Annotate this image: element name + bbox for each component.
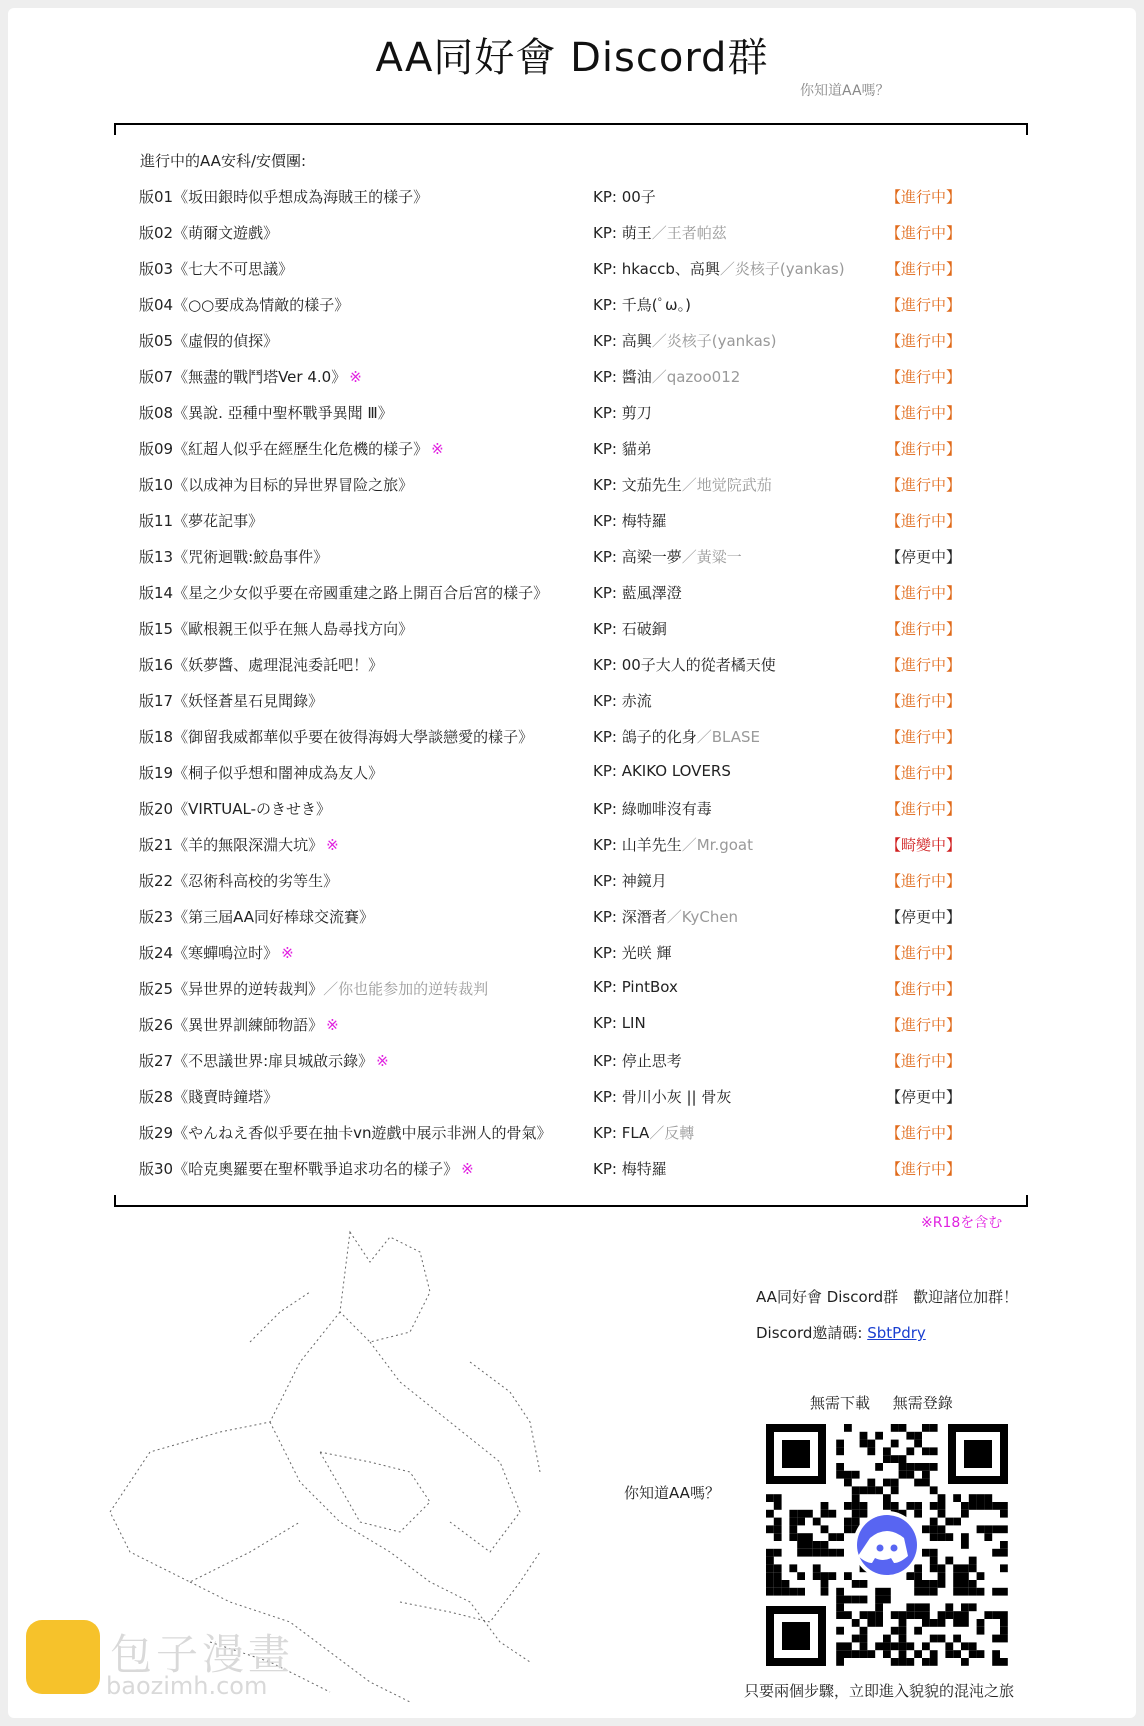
- keeper-name: [593, 654, 776, 675]
- status-badge: 【畸變中】: [886, 836, 962, 854]
- list-item: [0, 222, 1144, 246]
- watermark-url: baozimh.com: [106, 1672, 268, 1700]
- keeper-alt: ／BLASE: [696, 728, 760, 746]
- no-login-text: 無需登錄: [892, 1394, 953, 1412]
- keeper-text: KP: 深潛者: [593, 908, 667, 926]
- session-title: [139, 546, 328, 567]
- keeper-text: KP: 文茄先生: [593, 476, 682, 494]
- keeper-text: KP: 鴿子的化身: [593, 728, 697, 746]
- status-badge: 【進行中】: [886, 800, 962, 818]
- session-title-text: 版02《萌爾文遊戲》: [139, 224, 279, 242]
- list-item: [0, 330, 1144, 354]
- keeper-name: [593, 978, 678, 996]
- keeper-name: [593, 1014, 646, 1032]
- keeper-text: KP: 高梁一夢: [593, 548, 682, 566]
- keeper-name: [593, 546, 742, 567]
- keeper-alt: ／KyChen: [666, 908, 739, 926]
- list-item: [0, 546, 1144, 570]
- keeper-alt: ／炎核子(yankas): [719, 260, 845, 278]
- r18-mark: ※: [431, 440, 444, 458]
- r18-mark: ※: [461, 1160, 474, 1178]
- session-title: [139, 1158, 474, 1179]
- session-title-text: 版16《妖夢醬、處理混沌委託吧！》: [139, 656, 384, 674]
- status-badge: 【進行中】: [886, 980, 962, 998]
- r18-mark: ※: [376, 1052, 389, 1070]
- status-badge: 【進行中】: [886, 1124, 962, 1142]
- status-badge: 【進行中】: [886, 728, 962, 746]
- keeper-name: [593, 582, 682, 603]
- list-item: [0, 1050, 1144, 1074]
- session-title: [139, 762, 383, 783]
- discord-logo-icon: [853, 1511, 921, 1579]
- session-title: [139, 690, 323, 711]
- box-corner-right: [1026, 1195, 1028, 1205]
- status-badge: 【進行中】: [886, 1016, 962, 1034]
- session-title: [139, 582, 548, 603]
- keeper-name: [593, 726, 760, 747]
- keeper-text: KP: 光咲 輝: [593, 944, 672, 962]
- list-item: [0, 294, 1144, 318]
- keeper-name: [593, 834, 753, 855]
- session-title: [139, 186, 428, 207]
- keeper-name: [593, 438, 652, 459]
- status-badge: 【停更中】: [886, 548, 962, 566]
- r18-mark: ※: [326, 1016, 339, 1034]
- list-item: [0, 618, 1144, 642]
- page-subtitle: 你知道AA嗎？: [800, 83, 890, 99]
- keeper-name: [593, 762, 731, 780]
- keeper-text: KP: 千鳥(ﾟω。): [593, 296, 691, 314]
- list-item: [0, 654, 1144, 678]
- keeper-alt: ／Mr.goat: [681, 836, 753, 854]
- status-badge: 【進行中】: [886, 1052, 962, 1070]
- status-badge: 【進行中】: [886, 584, 962, 602]
- status-badge: 【進行中】: [886, 368, 962, 386]
- session-title: [139, 1014, 339, 1035]
- session-title-text: 版28《賤賣時鐘塔》: [139, 1088, 279, 1106]
- session-title-text: 版04《○○要成為情敵的樣子》: [139, 296, 350, 314]
- list-item: [0, 870, 1144, 894]
- session-title-text: 版24《寒蟬鳴泣时》: [139, 944, 279, 962]
- list-item: [0, 1014, 1144, 1038]
- session-title-text: 版22《忍術科高校的劣等生》: [139, 872, 339, 890]
- keeper-text: KP: PintBox: [593, 978, 678, 996]
- status-badge: 【進行中】: [886, 1160, 962, 1178]
- status-badge: 【進行中】: [886, 440, 962, 458]
- list-item: [0, 798, 1144, 822]
- keeper-name: [593, 330, 776, 351]
- status-badge: 【進行中】: [886, 620, 962, 638]
- session-title: [139, 978, 488, 999]
- status-badge: 【進行中】: [886, 332, 962, 350]
- session-title-text: 版15《歐根親王似乎在無人島尋找方向》: [139, 620, 414, 638]
- status-badge: 【停更中】: [886, 908, 962, 926]
- list-item: [0, 726, 1144, 750]
- welcome-text: AA同好會 Discord群 歡迎諸位加群！: [756, 1288, 1019, 1306]
- session-title-text: 版27《不思議世界:扉貝城啟示錄》: [139, 1052, 374, 1070]
- keeper-name: [593, 186, 656, 207]
- list-item: [0, 366, 1144, 390]
- keeper-text: KP: LIN: [593, 1014, 646, 1032]
- keeper-name: [593, 402, 652, 423]
- session-title-text: 版17《妖怪蒼星石見聞錄》: [139, 692, 324, 710]
- keeper-text: KP: 神鏡月: [593, 872, 667, 890]
- keeper-text: KP: 石破銅: [593, 620, 667, 638]
- session-title-text: 版21《羊的無限深淵大坑》: [139, 836, 324, 854]
- keeper-text: KP: 萌王: [593, 224, 652, 242]
- page-title: AA同好會 Discord群: [375, 35, 769, 81]
- list-item: [0, 402, 1144, 426]
- status-badge: 【進行中】: [886, 656, 962, 674]
- steps-text: 只要兩個步驟，立即進入貌貌的混沌之旅: [744, 1682, 1015, 1700]
- keeper-name: [593, 1122, 694, 1143]
- keeper-alt: ／黃粱一: [681, 548, 742, 566]
- session-title-alt: ／你也能参加的逆转裁判: [323, 980, 489, 998]
- keeper-alt: ／地觉院武茄: [681, 476, 772, 494]
- status-badge: 【進行中】: [886, 764, 962, 782]
- session-title: [139, 1086, 278, 1107]
- session-title-text: 版08《異說. 亞種中聖杯戰爭異聞 Ⅲ》: [139, 404, 393, 422]
- session-title: [139, 222, 278, 243]
- session-title: [139, 474, 413, 495]
- keeper-alt: ／王者帕茲: [651, 224, 727, 242]
- baozi-logo-icon: [26, 1620, 100, 1694]
- session-title-text: 版13《咒術迴戰:鮫島事件》: [139, 548, 329, 566]
- keeper-text: KP: 00子大人的從者橘天使: [593, 656, 776, 674]
- session-title-text: 版09《紅超人似乎在經歷生化危機的樣子》: [139, 440, 429, 458]
- keeper-name: [593, 870, 667, 891]
- list-item: [0, 438, 1144, 462]
- keeper-text: KP: 剪刀: [593, 404, 652, 422]
- list-item: [0, 510, 1144, 534]
- status-badge: 【進行中】: [886, 296, 962, 314]
- session-title: [139, 942, 294, 963]
- session-title-text: 版20《VIRTUAL-のきせき》: [139, 800, 332, 818]
- status-badge: 【進行中】: [886, 404, 962, 422]
- session-title-text: 版10《以成神为目标的异世界冒险之旅》: [139, 476, 414, 494]
- keeper-alt: ／炎核子(yankas): [651, 332, 777, 350]
- keeper-name: [593, 1158, 667, 1179]
- r18-mark: ※: [326, 836, 339, 854]
- keeper-name: [593, 1086, 731, 1107]
- keeper-text: KP: 停止思考: [593, 1052, 682, 1070]
- list-item: [0, 258, 1144, 282]
- keeper-name: [593, 510, 667, 531]
- session-title: [139, 294, 349, 315]
- session-title: [139, 834, 339, 855]
- keeper-name: [593, 474, 772, 495]
- keeper-name: [593, 690, 652, 711]
- keeper-alt: ／反轉: [649, 1124, 695, 1142]
- keeper-name: [593, 258, 845, 279]
- keeper-alt: ／qazoo012: [651, 368, 741, 386]
- keeper-text: KP: 赤流: [593, 692, 652, 710]
- session-title: [139, 366, 362, 387]
- r18-mark: ※: [281, 944, 294, 962]
- invite-label: Discord邀請碼:: [756, 1324, 868, 1342]
- session-title-text: 版03《七大不可思議》: [139, 260, 294, 278]
- keeper-name: [593, 1050, 682, 1071]
- session-title: [139, 510, 263, 531]
- status-badge: 【進行中】: [886, 224, 962, 242]
- session-title-text: 版19《桐子似乎想和闇神成為友人》: [139, 764, 384, 782]
- keeper-name: [593, 366, 740, 387]
- keeper-name: [593, 798, 712, 819]
- status-badge: 【進行中】: [886, 944, 962, 962]
- list-item: [0, 762, 1144, 786]
- session-title: [139, 798, 331, 819]
- session-title-text: 版29《やんねえ香似乎要在抽卡vn遊戲中展示非洲人的骨氣》: [139, 1124, 552, 1142]
- status-badge: 【進行中】: [886, 188, 962, 206]
- keeper-text: KP: 綠咖啡沒有毒: [593, 800, 712, 818]
- session-title-text: 版05《虛假的偵探》: [139, 332, 279, 350]
- list-item: [0, 834, 1144, 858]
- list-item: [0, 582, 1144, 606]
- keeper-text: KP: 高興: [593, 332, 652, 350]
- session-title: [139, 330, 278, 351]
- keeper-text: KP: 藍風澤澄: [593, 584, 682, 602]
- session-title: [139, 438, 444, 459]
- list-item: [0, 1158, 1144, 1182]
- session-title: [139, 402, 393, 423]
- qr-code-icon[interactable]: [762, 1420, 1012, 1670]
- status-badge: 【停更中】: [886, 1088, 962, 1106]
- watermark-brand: 包子漫畫: [110, 1630, 295, 1679]
- session-title-text: 版26《異世界訓練師物語》: [139, 1016, 324, 1034]
- keeper-text: KP: 00子: [593, 188, 656, 206]
- list-item: [0, 906, 1144, 930]
- session-title: [139, 726, 533, 747]
- status-badge: 【進行中】: [886, 260, 962, 278]
- session-title: [139, 618, 413, 639]
- list-item: [0, 474, 1144, 498]
- session-title-text: 版07《無盡的戰鬥塔Ver 4.0》: [139, 368, 347, 386]
- session-title-text: 版25《异世界的逆转裁判》: [139, 980, 324, 998]
- list-heading: 進行中的AA安科/安價團:: [140, 152, 307, 170]
- keeper-text: KP: 醬油: [593, 368, 652, 386]
- session-title-text: 版11《夢花記事》: [139, 512, 264, 530]
- session-title-text: 版23《第三屆AA同好棒球交流賽》: [139, 908, 375, 926]
- keeper-text: KP: 梅特羅: [593, 1160, 667, 1178]
- session-title-text: 版30《哈克奧羅要在聖杯戰爭追求功名的樣子》: [139, 1160, 459, 1178]
- keeper-text: KP: 骨川小灰 || 骨灰: [593, 1088, 732, 1106]
- keeper-text: KP: FLA: [593, 1124, 650, 1142]
- no-need-line: [810, 1392, 953, 1413]
- r18-mark: ※: [349, 368, 362, 386]
- list-item: [0, 1086, 1144, 1110]
- session-title: [139, 654, 383, 675]
- box-corner-left: [114, 1195, 116, 1205]
- status-badge: 【進行中】: [886, 512, 962, 530]
- keeper-text: KP: AKIKO LOVERS: [593, 762, 731, 780]
- session-title-text: 版01《坂田銀時似乎想成為海賊王的樣子》: [139, 188, 429, 206]
- session-title: [139, 258, 293, 279]
- keeper-name: [593, 294, 691, 315]
- invite-line: [756, 1322, 926, 1343]
- session-title: [139, 1050, 389, 1071]
- session-title-text: 版18《御留我威都華似乎要在彼得海姆大學談戀愛的樣子》: [139, 728, 534, 746]
- list-item: [0, 186, 1144, 210]
- list-item: [0, 1122, 1144, 1146]
- status-badge: 【進行中】: [886, 476, 962, 494]
- session-title-text: 版14《星之少女似乎要在帝國重建之路上開百合后宮的樣子》: [139, 584, 549, 602]
- keeper-text: KP: hkaccb、高興: [593, 260, 720, 278]
- keeper-text: KP: 梅特羅: [593, 512, 667, 530]
- keeper-name: [593, 906, 738, 927]
- keeper-name: [593, 942, 671, 963]
- keeper-name: [593, 222, 727, 243]
- keeper-name: [593, 618, 667, 639]
- invite-code-link[interactable]: SbtPdry: [867, 1324, 926, 1342]
- list-item: [0, 978, 1144, 1002]
- session-title: [139, 906, 374, 927]
- r18-note: ※R18を含む: [921, 1215, 1003, 1231]
- keeper-text: KP: 山羊先生: [593, 836, 682, 854]
- know-aa-text: 你知道AA嗎？: [624, 1484, 720, 1502]
- keeper-text: KP: 貓弟: [593, 440, 652, 458]
- list-item: [0, 690, 1144, 714]
- no-download-text: 無需下載: [810, 1394, 871, 1412]
- session-title: [139, 1122, 551, 1143]
- status-badge: 【進行中】: [886, 692, 962, 710]
- list-item: [0, 942, 1144, 966]
- session-title: [139, 870, 338, 891]
- status-badge: 【進行中】: [886, 872, 962, 890]
